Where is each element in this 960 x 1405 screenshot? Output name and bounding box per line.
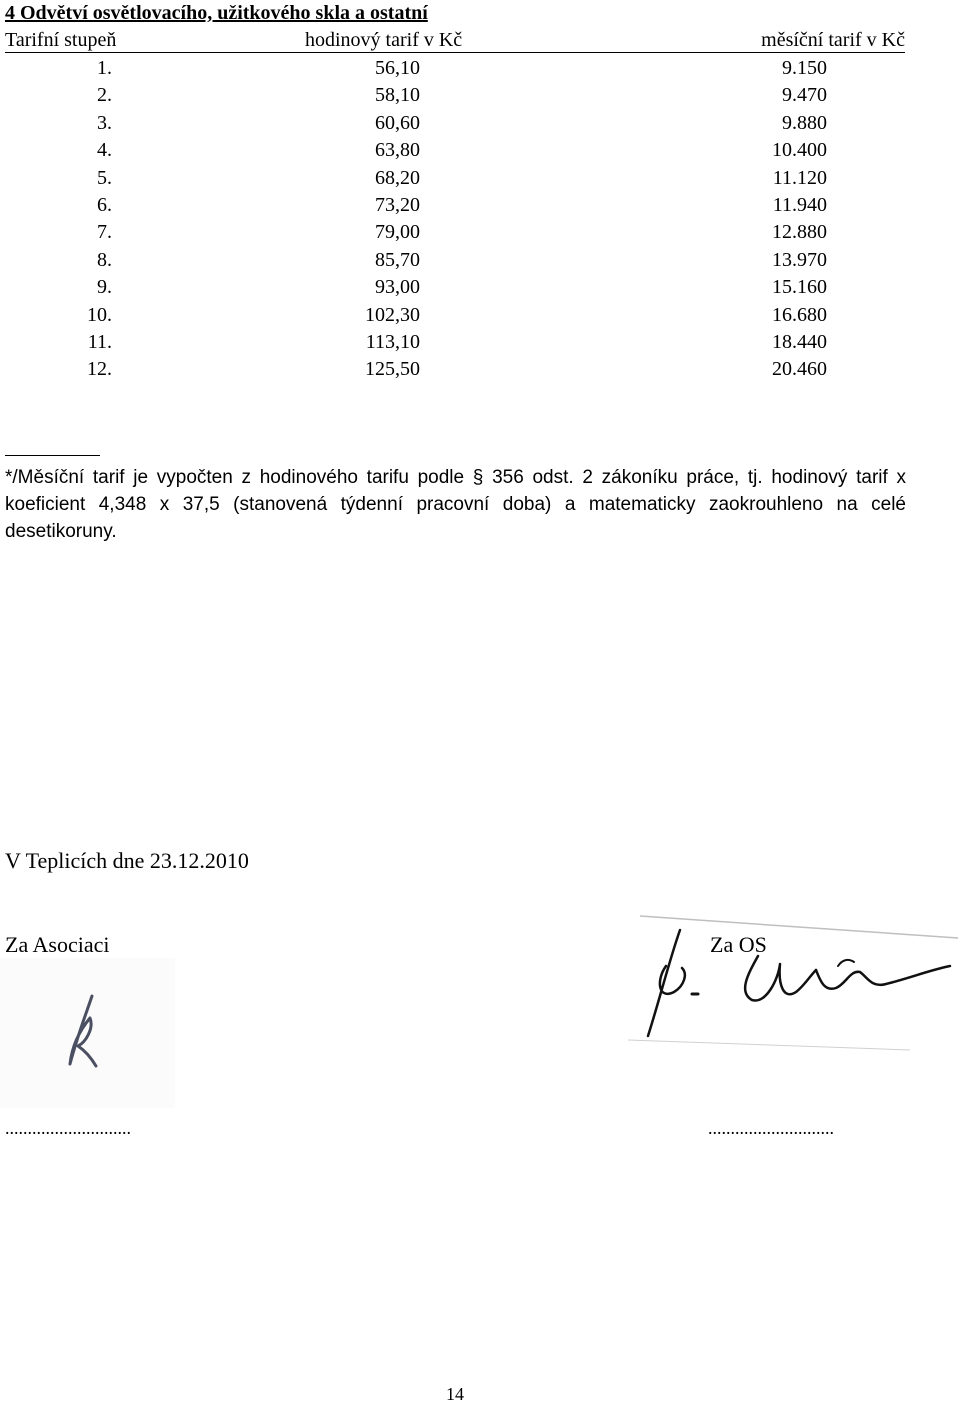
monthly-tariff: 16.680 bbox=[772, 303, 827, 326]
hourly-tariff: 56,10 bbox=[375, 57, 420, 79]
table-row bbox=[0, 356, 960, 383]
hourly-tariff: 73,20 bbox=[375, 193, 420, 216]
table-row bbox=[0, 329, 960, 356]
monthly-tariff: 13.970 bbox=[772, 248, 827, 271]
table-row bbox=[0, 274, 960, 301]
monthly-tariff: 9.470 bbox=[782, 84, 827, 107]
hourly-tariff: 113,10 bbox=[365, 330, 420, 353]
table-row bbox=[0, 247, 960, 274]
monthly-tariff: 18.440 bbox=[772, 330, 827, 353]
tariff-grade: 1. bbox=[97, 57, 112, 79]
place-and-date: V Teplicích dne 23.12.2010 bbox=[5, 848, 249, 873]
table-row bbox=[0, 55, 960, 82]
tariff-grade: 8. bbox=[97, 248, 112, 271]
monthly-tariff: 11.940 bbox=[772, 193, 827, 216]
hourly-tariff: 68,20 bbox=[375, 166, 420, 189]
table-row bbox=[0, 82, 960, 109]
page-number: 14 bbox=[446, 1384, 464, 1404]
tariff-grade: 2. bbox=[97, 84, 112, 107]
tariff-grade: 7. bbox=[97, 221, 112, 244]
signature-line-right: ............................ bbox=[708, 1118, 834, 1138]
signature-label-os: Za OS bbox=[710, 932, 767, 957]
hourly-tariff: 93,00 bbox=[375, 276, 420, 299]
footnote-text: */Měsíční tarif je vypočten z hodinového tarifu podle § 356 odst. 2 zákoníku práce, tj. hodinový tarif x koeficient 4,348 x 37,5 (stanovená týdenní pracovní doba) a matematicky zaokrouhleno na celé desetikoruny. bbox=[5, 467, 906, 542]
monthly-tariff: 12.880 bbox=[772, 221, 827, 244]
monthly-tariff: 9.150 bbox=[782, 57, 827, 79]
hourly-tariff: 63,80 bbox=[375, 139, 420, 162]
tariff-grade: 5. bbox=[97, 166, 112, 189]
footnote-divider bbox=[5, 455, 100, 456]
monthly-tariff: 20.460 bbox=[772, 358, 827, 381]
table-row bbox=[0, 302, 960, 329]
header-hodinovy-tarif: hodinový tarif v Kč bbox=[305, 29, 463, 51]
tariff-grade: 10. bbox=[87, 303, 112, 326]
header-mesicni-tarif: měsíční tarif v Kč bbox=[761, 29, 905, 51]
hourly-tariff: 58,10 bbox=[375, 84, 420, 107]
header-tarifni-stupen: Tarifní stupeň bbox=[5, 29, 117, 51]
hourly-tariff: 125,50 bbox=[365, 358, 420, 381]
tariff-table-body bbox=[0, 55, 960, 384]
hourly-tariff: 85,70 bbox=[375, 248, 420, 271]
table-row bbox=[0, 137, 960, 164]
handwritten-signature-right bbox=[610, 908, 960, 1058]
tariff-grade: 6. bbox=[97, 193, 112, 216]
tariff-grade: 11. bbox=[87, 330, 112, 353]
tariff-grade: 9. bbox=[97, 276, 112, 299]
table-row bbox=[0, 110, 960, 137]
monthly-tariff: 15.160 bbox=[772, 276, 827, 299]
signature-line-left: ............................ bbox=[5, 1118, 131, 1138]
signature-label-asociace: Za Asociaci bbox=[5, 932, 110, 957]
hourly-tariff: 102,30 bbox=[365, 303, 420, 326]
hourly-tariff: 79,00 bbox=[375, 221, 420, 244]
monthly-tariff: 9.880 bbox=[782, 111, 827, 134]
tariff-grade: 12. bbox=[87, 358, 112, 381]
table-header bbox=[5, 28, 905, 53]
section-title: 4 Odvětví osvětlovacího, užitkového skla a ostatní bbox=[5, 2, 428, 24]
handwritten-signature-left bbox=[0, 958, 175, 1108]
monthly-tariff: 10.400 bbox=[772, 139, 827, 162]
tariff-grade: 3. bbox=[97, 111, 112, 134]
table-row bbox=[0, 219, 960, 246]
monthly-tariff: 11.120 bbox=[772, 166, 827, 189]
table-row bbox=[0, 165, 960, 192]
tariff-grade: 4. bbox=[97, 139, 112, 162]
hourly-tariff: 60,60 bbox=[375, 111, 420, 134]
table-row bbox=[0, 192, 960, 219]
